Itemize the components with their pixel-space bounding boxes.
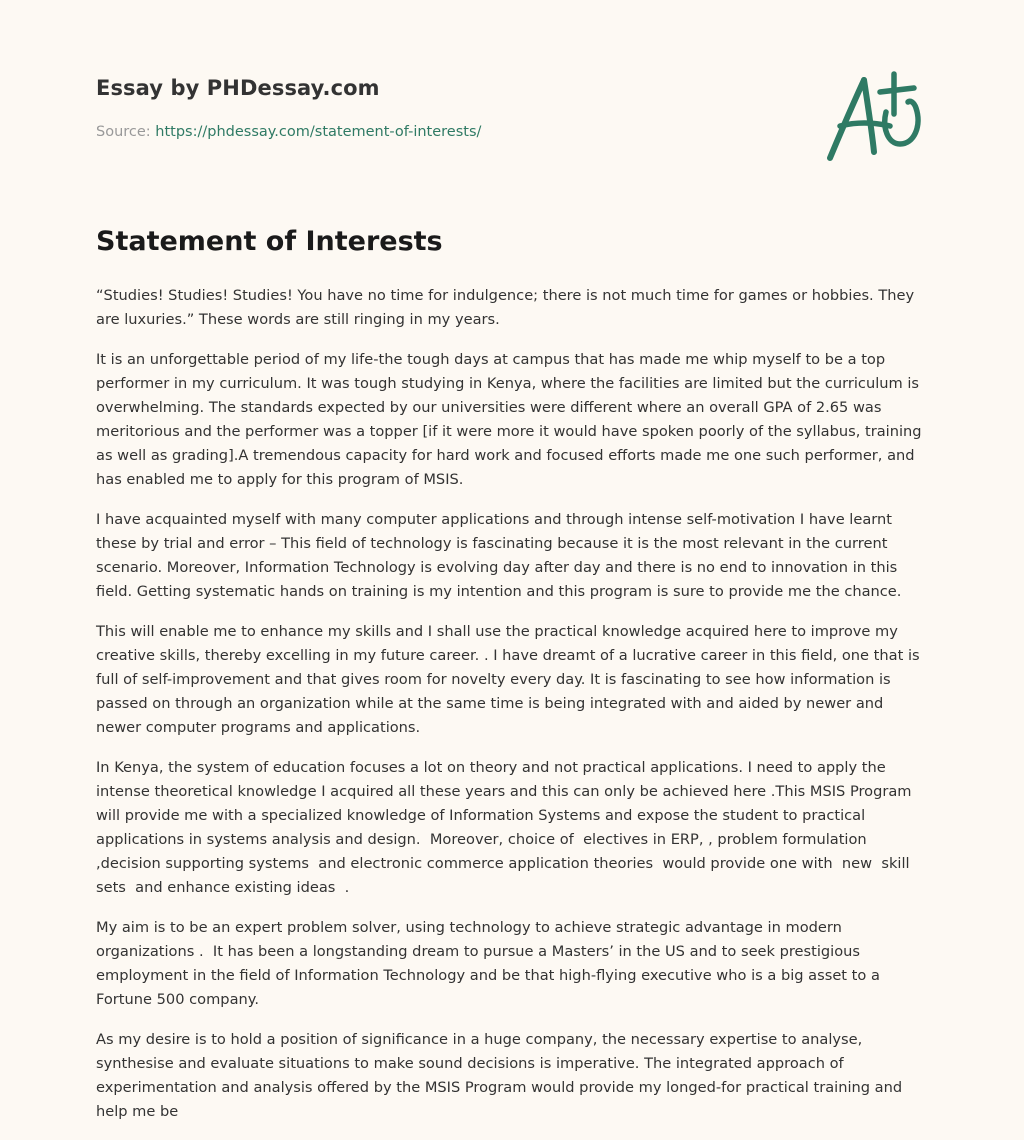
essay-paragraph: My aim is to be an expert problem solver, using technology to achieve strategic advantage in modern organizations . It has been a longstanding dream to pursue a Masters’ in the US and to seek prestigious employment in the field of Information Technology and be that high-flying executive who is a big asset to a Fortune 500 company.	[96, 919, 885, 1008]
essay-paragraph: It is an unforgettable period of my life-the tough days at campus that has made me whip myself to be a top performer in my curriculum. It was tough studying in Kenya, where the facilities are limited but the curriculum is overwhelming. The standards expected by our universities were different where an overall GPA of 2.65 was meritorious and the performer was a topper [if it were more it would have spoken poorly of the syllabus, training as well as grading].A tremendous capacity for hard work and focused efforts made me one such performer, and has enabled me to apply for this program of MSIS.	[96, 351, 927, 488]
source-link[interactable]: https://phdessay.com/statement-of-interests/	[155, 124, 482, 140]
source-line	[96, 124, 481, 140]
essay-paragraph: In Kenya, the system of education focuses a lot on theory and not practical applications. I need to apply the intense theoretical knowledge I acquired all these years and this can only be achieved here .This MSIS Program will provide me with a specialized knowledge of Information Systems and expose the student to practical applications in systems analysis and design. Moreover, choice of electives in ERP, , problem formulation ,decision supporting systems and electronic commerce application theories would provide one with new skill sets and enhance existing ideas .	[96, 759, 917, 896]
essay-body	[96, 284, 928, 1140]
essay-paragraph: “Studies! Studies! Studies! You have no time for indulgence; there is not much time for games or hobbies. They are luxuries.” These words are still ringing in my years.	[96, 287, 919, 328]
essay-paragraph: This will enable me to enhance my skills and I shall use the practical knowledge acquired here to improve my creative skills, thereby excelling in my future career. . I have dreamt of a lucrative career in this field, one that is full of self-improvement and that gives room for novelty every day. It is fascinating to see how information is passed on through an organization while at the same time is being integrated with and aided by newer and newer computer programs and applications.	[96, 623, 925, 736]
essay-title: Statement of Interests	[96, 226, 443, 257]
a-plus-logo-icon	[824, 68, 928, 164]
source-label: Source:	[96, 124, 156, 140]
page-header	[96, 0, 928, 200]
essay-paragraph: I have acquainted myself with many computer applications and through intense self-motivation I have learnt these by trial and error – This field of technology is fascinating because it is the most relevant in the current scenario. Moreover, Information Technology is evolving day after day and there is no end to innovation in this field. Getting systematic hands on training is my intention and this program is sure to provide me the chance.	[96, 511, 902, 600]
essay-paragraph: As my desire is to hold a position of significance in a huge company, the necessary expertise to analyse, synthesise and evaluate situations to make sound decisions is imperative. The integrated approach of experimentation and analysis offered by the MSIS Program would provide my longed-for practical training and help me be	[96, 1031, 907, 1120]
brand-title: Essay by PHDessay.com	[96, 76, 380, 100]
